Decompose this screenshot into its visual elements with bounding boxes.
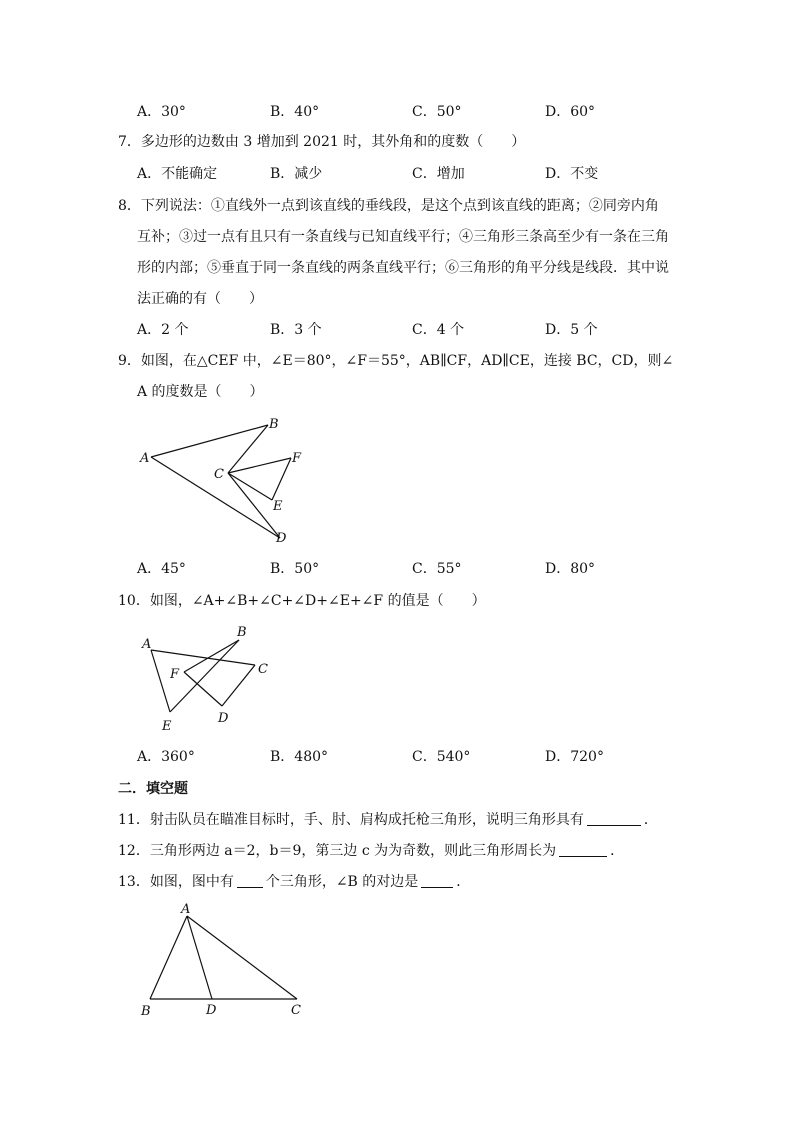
q7-option-a[interactable]: A．不能确定 [137, 166, 218, 182]
q9-label-e: E [273, 499, 283, 514]
q13-answer-blank-2[interactable] [421, 873, 453, 888]
q11-answer-blank[interactable] [587, 811, 641, 826]
q13-text-1: 13．如图，图中有 [118, 874, 234, 890]
q12-answer-blank[interactable] [559, 842, 607, 857]
q9-option-a[interactable]: A．45° [137, 561, 186, 577]
q10-label-d: D [218, 711, 229, 726]
q6-option-b[interactable]: B．40° [270, 104, 320, 120]
q7-option-b[interactable]: B．减少 [270, 166, 323, 182]
q7-stem: 7．多边形的边数由 3 增加到 2021 时，其外角和的度数（ ） [118, 134, 526, 150]
q9-option-c[interactable]: C．55° [412, 561, 462, 577]
q7-option-d[interactable]: D．不变 [545, 166, 599, 182]
q10-figure-lines [151, 640, 255, 712]
q12-text: 12．三角形两边 a＝2，b＝9，第三边 c 为为奇数，则此三角形周长为 [118, 843, 557, 859]
section-title-fill-in: 二．填空题 [118, 781, 188, 797]
q8-stem-line-1: 8．下列说法：①直线外一点到该直线的垂线段，是这个点到该直线的距离；②同旁内角 [118, 198, 659, 214]
q8-stem-line-4: 法正确的有（ ） [137, 291, 263, 307]
q9-segment-bc [228, 425, 268, 473]
q13-segment-ab [150, 916, 187, 999]
q8-stem-line-3: 形的内部；⑤垂直于同一条直线的两条直线平行；⑥三角形的角平分线是线段．其中说 [137, 260, 669, 276]
q6-option-c[interactable]: C．50° [412, 104, 462, 120]
q13-text-3: ． [456, 874, 471, 890]
q9-label-f: F [292, 451, 302, 466]
q13-stem [118, 872, 470, 892]
q8-option-b[interactable]: B．3 个 [270, 322, 322, 338]
q7-option-c[interactable]: C．增加 [412, 166, 465, 182]
q10-segment-ae [151, 650, 170, 712]
q9-segment-ab [151, 425, 268, 457]
q9-option-d[interactable]: D．80° [545, 561, 596, 577]
q9-label-d: D [276, 531, 287, 546]
q10-label-e: E [162, 719, 172, 734]
q10-segment-ac [151, 650, 255, 665]
q9-stem-line-1: 9．如图，在△CEF 中，∠E＝80°，∠F＝55°，AB∥CF，AD∥CE，连接 BC，CD，则∠ [118, 353, 674, 369]
q10-option-b[interactable]: B．480° [270, 749, 329, 765]
q11-text: 11．射击队员在瞄准目标时，手、肘、肩构成托枪三角形，说明三角形具有 [118, 812, 584, 828]
q9-stem-line-2: A 的度数是（ ） [137, 384, 264, 400]
q13-label-c: C [291, 1003, 301, 1018]
q13-segment-ad [187, 916, 212, 999]
q10-segment-dc [222, 665, 255, 706]
q10-label-f: F [170, 667, 180, 682]
q8-option-c[interactable]: C．4 个 [412, 322, 465, 338]
q10-segment-eb [170, 640, 239, 712]
q8-option-a[interactable]: A．2 个 [137, 322, 189, 338]
q13-figure-lines [150, 916, 297, 999]
q13-answer-blank-1[interactable] [237, 873, 263, 888]
q13-label-d: D [206, 1003, 217, 1018]
q11-text-end: ． [643, 812, 658, 828]
q9-label-a: A [140, 451, 150, 466]
q10-options [137, 747, 697, 767]
q10-label-a: A [142, 637, 152, 652]
q9-option-b[interactable]: B．50° [270, 561, 320, 577]
q12-text-end: ． [610, 843, 625, 859]
q10-option-a[interactable]: A．360° [137, 749, 195, 765]
q9-options [137, 559, 697, 579]
q9-segment-cf [228, 458, 291, 473]
q13-label-b: B [141, 1004, 151, 1019]
q10-stem: 10．如图，∠A+∠B+∠C+∠D+∠E+∠F 的值是（ ） [118, 593, 486, 609]
q9-label-c: C [214, 467, 224, 482]
q9-segment-fe [272, 458, 291, 500]
q10-option-d[interactable]: D．720° [545, 749, 604, 765]
q13-text-2: 个三角形，∠B 的对边是 [265, 874, 419, 890]
q9-label-b: B [269, 417, 279, 432]
q9-segment-ec [228, 473, 272, 500]
q6-option-d[interactable]: D．60° [545, 104, 596, 120]
q10-label-c: C [258, 662, 268, 677]
q11-stem [118, 810, 658, 830]
q8-option-d[interactable]: D．5 个 [545, 322, 598, 338]
q6-option-a[interactable]: A．30° [137, 104, 186, 120]
q10-label-b: B [237, 625, 247, 640]
q10-option-c[interactable]: C．540° [412, 749, 471, 765]
q8-stem-line-2: 互补；③过一点有且只有一条直线与已知直线平行；④三角形三条高至少有一条在三角 [137, 229, 669, 245]
q12-stem [118, 841, 624, 861]
q13-segment-ac [187, 916, 297, 999]
q13-label-a: A [181, 902, 191, 917]
